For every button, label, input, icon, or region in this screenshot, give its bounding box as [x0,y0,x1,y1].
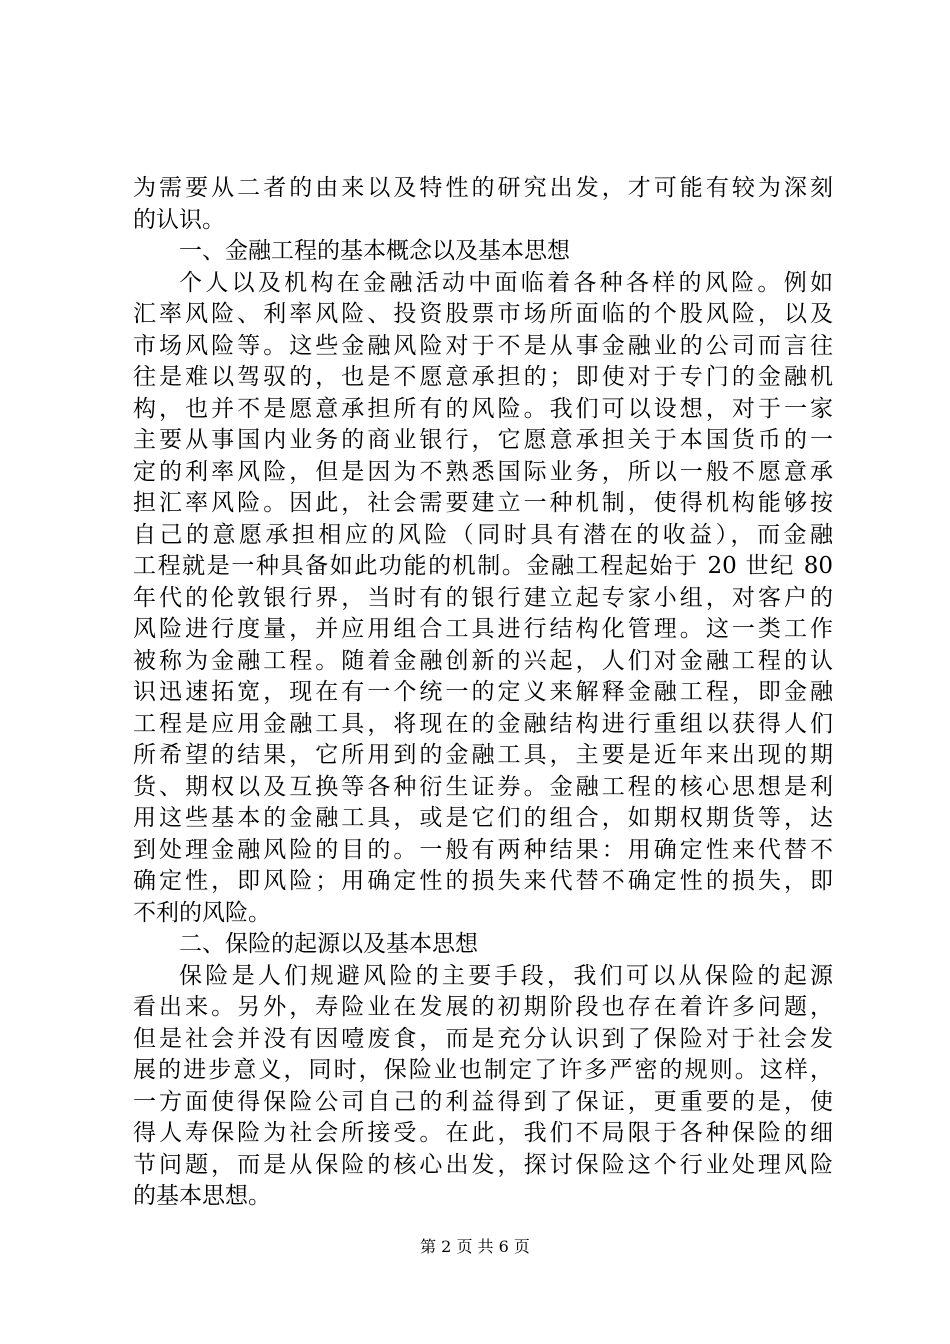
text-line: 为需要从二者的由来以及特性的研究出发，才可能有较为深刻 [133,175,833,201]
text-line: 展的进步意义，同时，保险业也制定了许多严密的规则。这样， [133,1057,833,1083]
text-line: 担汇率风险。因此，社会需要建立一种机制，使得机构能够按 [133,490,833,516]
text-line: 到处理金融风险的目的。一般有两种结果：用确定性来代替不 [133,836,833,863]
text-line: 所希望的结果，它所用到的金融工具，主要是近年来出现的期 [133,742,833,768]
text-line: 构，也并不是愿意承担所有的风险。我们可以设想，对于一家 [133,395,833,422]
text-line: 识迅速拓宽，现在有一个统一的定义来解释金融工程，即金融 [133,679,833,705]
text-line: 工程就是一种具备如此功能的机制。金融工程起始于 20 世纪 80 [133,553,833,579]
text-line: 不利的风险。 [133,899,271,926]
text-line: 汇率风险、利率风险、投资股票市场所面临的个股风险，以及 [133,301,833,327]
text-line: 往是难以驾驭的，也是不愿意承担的；即使对于专门的金融机 [133,364,833,390]
text-line: 保险是人们规避风险的主要手段，我们可以从保险的起源 [179,962,833,989]
text-line: 年代的伦敦银行界，当时有的银行建立起专家小组，对客户的 [133,584,833,611]
text-line: 被称为金融工程。随着金融创新的兴起，人们对金融工程的认 [133,647,833,674]
text-line: 风险进行度量，并应用组合工具进行结构化管理。这一类工作 [133,616,833,642]
text-line: 市场风险等。这些金融风险对于不是从事金融业的公司而言往 [133,332,833,359]
text-line: 的认识。 [133,206,225,233]
text-line: 定的利率风险，但是因为不熟悉国际业务，所以一般不愿意承 [133,458,833,485]
text-line: 节问题，而是从保险的核心出发，探讨保险这个行业处理风险 [133,1151,833,1178]
page-number-footer: 第 2 页 共 6 页 [420,1237,530,1256]
text-line: 看出来。另外，寿险业在发展的初期阶段也存在着许多问题， [133,994,833,1020]
text-line: 个人以及机构在金融活动中面临着各种各样的风险。例如 [179,269,833,296]
section-heading-financial-engineering: 一、金融工程的基本概念以及基本思想 [179,238,570,264]
document-body [133,173,833,1213]
text-line: 自己的意愿承担相应的风险（同时具有潜在的收益），而金融 [133,521,833,548]
text-line: 但是社会并没有因噎废食，而是充分认识到了保险对于社会发 [133,1025,833,1052]
text-line: 的基本思想。 [133,1183,271,1209]
text-line: 货、期权以及互换等各种衍生证券。金融工程的核心思想是利 [133,773,833,800]
text-line: 得人寿保险为社会所接受。在此，我们不局限于各种保险的细 [133,1120,833,1146]
text-line: 一方面使得保险公司自己的利益得到了保证，更重要的是，使 [133,1088,833,1115]
text-line: 用这些基本的金融工具，或是它们的组合，如期权期货等，达 [133,805,833,831]
text-line: 工程是应用金融工具，将现在的金融结构进行重组以获得人们 [133,710,833,737]
text-line: 确定性，即风险；用确定性的损失来代替不确定性的损失，即 [133,868,833,894]
section-heading-insurance: 二、保险的起源以及基本思想 [179,931,478,957]
text-line: 主要从事国内业务的商业银行，它愿意承担关于本国货币的一 [133,427,833,453]
